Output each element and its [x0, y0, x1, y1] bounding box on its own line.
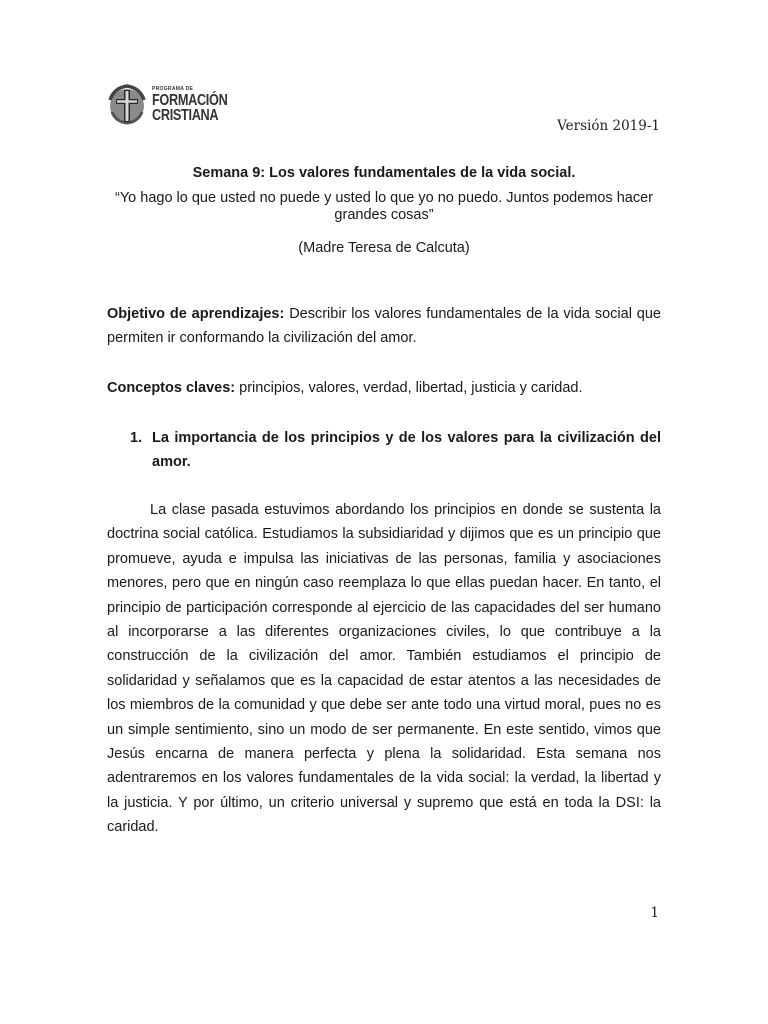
concepts-label: Conceptos claves:: [107, 380, 236, 396]
quote-author: (Madre Teresa de Calcuta): [298, 240, 470, 256]
logo-line-1: PROGRAMA DE: [152, 86, 194, 92]
objective-label: Objetivo de aprendizajes:: [107, 306, 285, 322]
section-number: 1.: [130, 430, 143, 446]
program-logo: [106, 82, 244, 128]
quote-text: “Yo hago lo que usted no puede y usted lo que yo no puedo. Juntos podemos hacer grandes cosas”: [115, 190, 653, 223]
document-title: Semana 9: Los valores fundamentales de la vida social.: [192, 165, 576, 181]
concepts-text: principios, valores, verdad, libertad, justicia y caridad.: [235, 380, 583, 396]
logo-line-2: FORMACIÓN: [152, 92, 228, 109]
key-concepts: [107, 376, 661, 400]
logo-line-3: CRISTIANA: [152, 107, 219, 124]
body-paragraph: La clase pasada estuvimos abordando los principios en donde se sustenta la doctrina social católica. Estudiamos la subsidiaridad y dijimos que es un principio que promueve, ayuda e impulsa las iniciativas de las personas, familia y asociaciones menores, pero que en ningún caso reemplaza lo que ellas puedan hacer. En tanto, el principio de participación corresponde al ejercicio de las capacidades del ser humano al incorporarse a las diferentes organizaciones civiles, lo que contribuye a la construcción de la civilización del amor. También estudiamos el principio de solidaridad y señalamos que es la capacidad de estar atentos a las necesidades de los miembros de la comunidad y que debe ser ante todo una virtud moral, pues no es un simple sentimiento, sino un modo de ser permanente. En este sentido, vimos que Jesús encarna de manera perfecta y plena la solidaridad. Esta semana nos adentraremos en los valores fundamentales de la vida social: la verdad, la libertad y la justicia. Y por último, un criterio universal y supremo que está en toda la DSI: la caridad.: [107, 502, 661, 836]
objective-text: Describir los valores fundamentales de la vida social que permiten ir conformando la civilización del amor.: [107, 306, 661, 347]
version-label: Versión 2019-1: [557, 118, 660, 134]
page-number: 1: [650, 905, 659, 921]
learning-objective: [107, 302, 661, 351]
section-heading: [130, 426, 661, 475]
section-title: La importancia de los principios y de los valores para la civilización del amor.: [152, 430, 661, 471]
cross-icon: [106, 82, 148, 128]
